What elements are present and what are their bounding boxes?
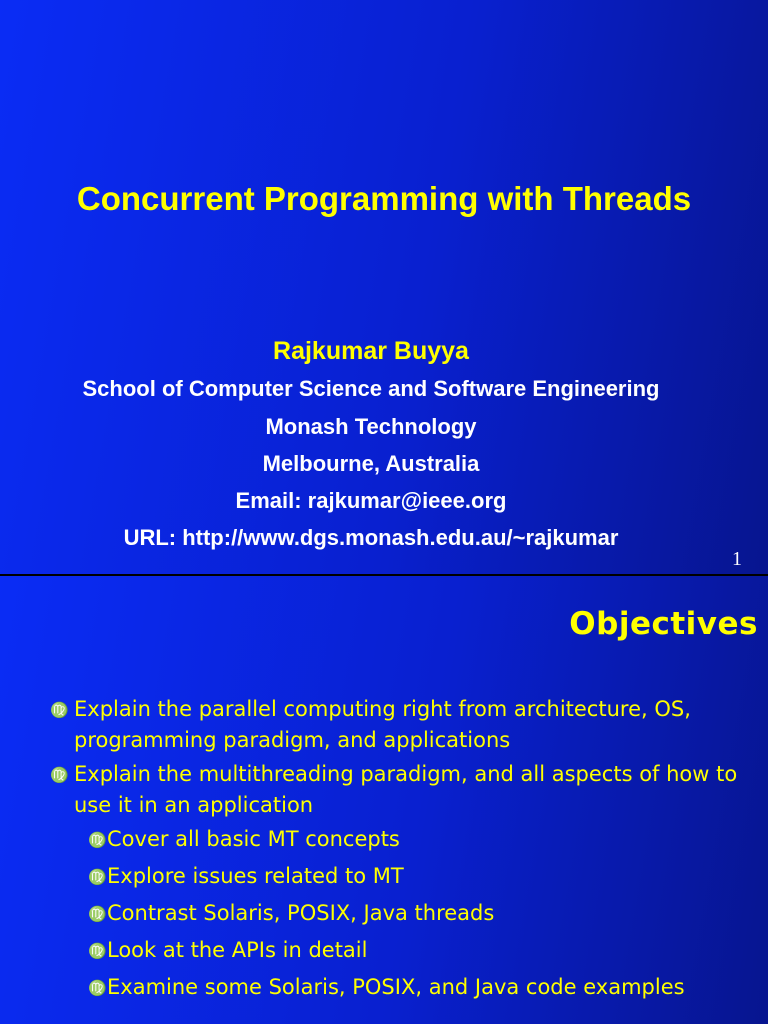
author-email: Email: rajkumar@ieee.org — [235, 488, 507, 513]
list-item — [88, 972, 754, 1003]
affiliation-school: School of Computer Science and Software Engineering — [82, 376, 660, 401]
virgo-bullet-icon: ♍ — [50, 701, 69, 719]
slide-title: Concurrent Programming with Threads — [76, 180, 692, 217]
list-item — [88, 824, 754, 855]
sub-bullet-text: Contrast Solaris, POSIX, Java threads — [107, 901, 495, 925]
sub-bullet-text: Examine some Solaris, POSIX, and Java code examples — [107, 975, 685, 999]
objectives-slide — [0, 576, 768, 1024]
author-name: Rajkumar Buyya — [273, 337, 469, 365]
list-item — [88, 935, 754, 966]
page-number: 1 — [732, 548, 742, 570]
virgo-bullet-icon: ♍ — [88, 868, 107, 886]
sub-bullet-text: Cover all basic MT concepts — [107, 827, 400, 851]
sub-bullet-text: Look at the APIs in detail — [107, 938, 368, 962]
virgo-bullet-icon: ♍ — [88, 831, 107, 849]
list-item — [44, 694, 754, 756]
objectives-title: Objectives — [569, 606, 758, 642]
sub-bullet-text: Explore issues related to MT — [107, 864, 404, 888]
list-item — [44, 759, 754, 821]
virgo-bullet-icon: ♍ — [88, 979, 107, 997]
virgo-bullet-icon: ♍ — [88, 905, 107, 923]
virgo-bullet-icon: ♍ — [50, 766, 69, 784]
affiliation-location: Melbourne, Australia — [262, 451, 480, 476]
bullet-text: Explain the parallel computing right from architecture, OS, programming paradigm, and applications — [74, 697, 691, 752]
list-item — [88, 898, 754, 929]
objectives-list — [44, 694, 754, 1009]
affiliation-institution: Monash Technology — [265, 414, 477, 439]
bullet-text: Explain the multithreading paradigm, and all aspects of how to use it in an application — [74, 762, 738, 817]
list-item — [88, 861, 754, 892]
virgo-bullet-icon: ♍ — [88, 942, 107, 960]
author-url: URL: http://www.dgs.monash.edu.au/~rajkumar — [123, 525, 619, 550]
